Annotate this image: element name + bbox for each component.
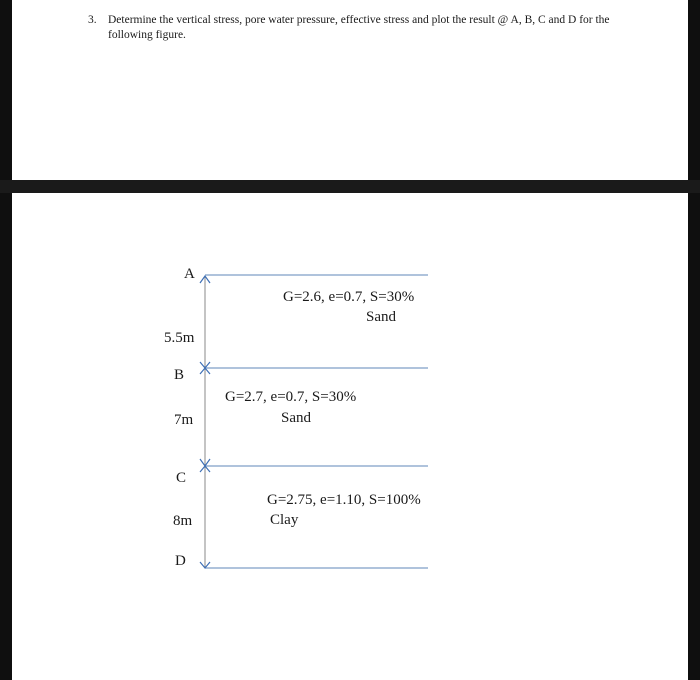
layer-1-properties: G=2.6, e=0.7, S=30% [283,289,415,305]
point-label-b: B [174,367,185,383]
layer-2-soil: Sand [281,410,311,426]
point-label-a: A [184,266,195,282]
layer-3-properties: G=2.75, e=1.10, S=100% [267,492,421,508]
thickness-label-1: 5.5m [164,330,195,346]
question-text: Determine the vertical stress, pore water pressure, effective stress and plot the result @ A, B, C and D for the following figure. [108,14,610,41]
layer-2-properties: G=2.7, e=0.7, S=30% [225,389,357,405]
layer-1-soil: Sand [366,309,396,325]
thickness-label-3: 8m [173,513,193,529]
point-label-c: C [176,470,187,486]
thickness-label-2: 7m [174,412,194,428]
point-label-d: D [175,553,186,569]
layer-3-soil: Clay [270,512,299,528]
question-number: 3. [88,14,97,26]
